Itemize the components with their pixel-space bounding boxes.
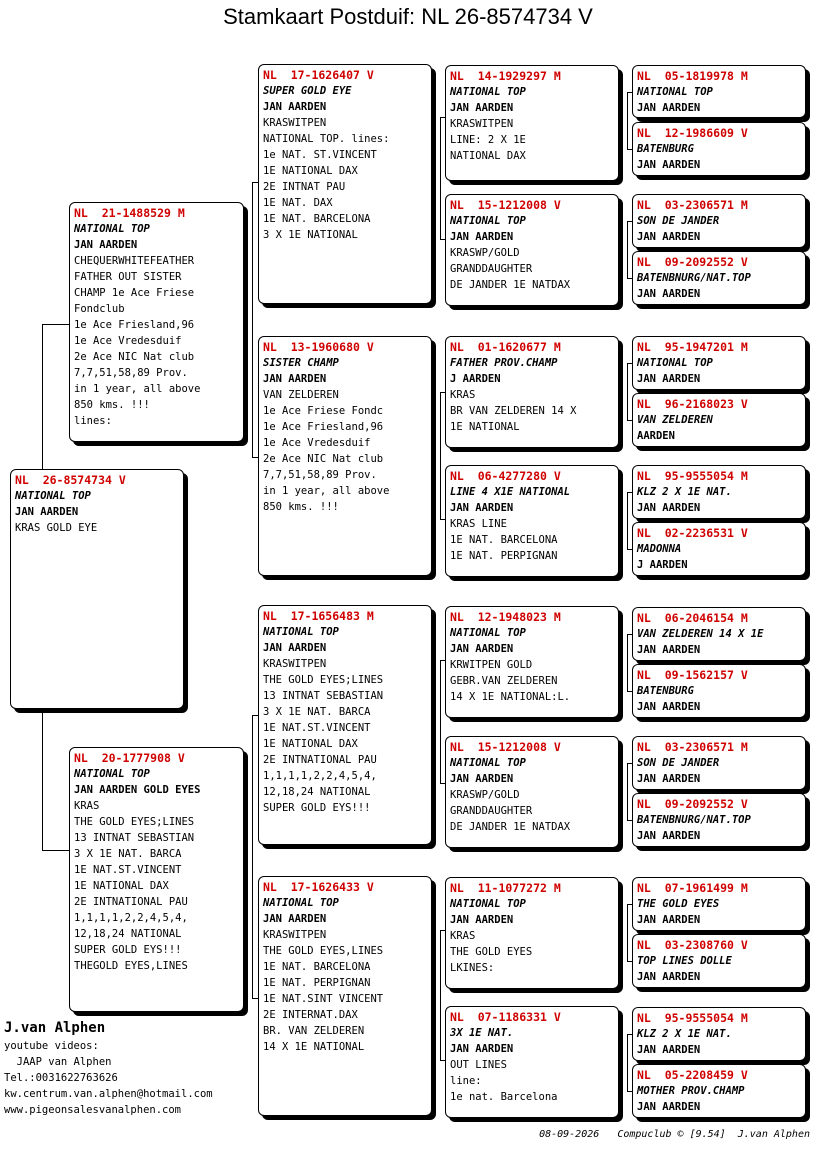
pigeon-title: KLZ 2 X 1E NAT. <box>637 1028 732 1040</box>
pigeon-detail-line: 12,18,24 NATIONAL <box>74 928 182 940</box>
pigeon-detail-line: 3 X 1E NATIONAL <box>263 229 358 241</box>
connector-line <box>627 92 628 149</box>
pigeon-detail-line: 1E NATIONAL DAX <box>263 738 358 750</box>
breeder-name: JAN AARDEN <box>637 830 701 842</box>
breeder-name: JAN AARDEN <box>637 971 701 983</box>
pigeon-detail-line: DE JANDER 1E NATDAX <box>450 821 571 833</box>
ring-number: NL 09-2092552 V <box>637 797 748 811</box>
breeder-name: JAN AARDEN <box>450 643 514 655</box>
pigeon-detail-line: 12,18,24 NATIONAL <box>263 786 371 798</box>
pigeon-detail-line: 1E NAT.ST.VINCENT <box>263 722 371 734</box>
pigeon-card-sire-sire[interactable] <box>258 64 432 304</box>
connector-line <box>627 1034 628 1091</box>
connector-line <box>627 492 628 549</box>
pigeon-detail-line: lines: <box>74 415 112 427</box>
pigeon-detail-line: LKINES: <box>450 962 495 974</box>
breeder-name: JAN AARDEN <box>263 373 327 385</box>
breeder-name: JAN AARDEN <box>637 102 701 114</box>
pigeon-card-ggp[interactable] <box>445 465 619 577</box>
pigeon-title: VAN ZELDEREN 14 X 1E <box>637 628 764 640</box>
pigeon-detail-line: GRANDDAUGHTER <box>450 263 533 275</box>
ring-number: NL 13-1960680 V <box>263 340 374 354</box>
pigeon-detail-line: 1E NATIONAL DAX <box>263 165 358 177</box>
pigeon-title: VAN ZELDEREN <box>637 414 713 426</box>
breeder-name: JAN AARDEN <box>637 502 701 514</box>
ring-number: NL 03-2308760 V <box>637 938 748 952</box>
pigeon-detail-line: THE GOLD EYES;LINES <box>74 816 195 828</box>
connector-line <box>627 363 628 420</box>
pigeon-detail-line: 1E NAT. PERPIGNAN <box>450 550 558 562</box>
pigeon-detail-line: FATHER OUT SISTER <box>74 271 182 283</box>
pigeon-detail-line: 850 kms. !!! <box>74 399 150 411</box>
pigeon-card-dam[interactable] <box>69 747 244 1012</box>
ring-number: NL 06-4277280 V <box>450 469 561 483</box>
pigeon-card-gggp[interactable] <box>632 522 806 576</box>
connector-line <box>42 712 43 850</box>
pigeon-detail-line: KRAS <box>450 930 476 942</box>
connector-line <box>252 715 253 998</box>
pigeon-detail-line: 2E INTNATIONAL PAU <box>263 754 377 766</box>
pigeon-title: BATENBURG <box>637 143 694 155</box>
connector-line <box>627 763 628 820</box>
pigeon-detail-line: VAN ZELDEREN <box>263 389 339 401</box>
ring-number: NL 07-1186331 V <box>450 1010 561 1024</box>
pigeon-card-gggp[interactable] <box>632 465 806 519</box>
pigeon-title: SON DE JANDER <box>637 215 720 227</box>
connector-line <box>440 117 441 239</box>
owner-line: JAAP van Alphen <box>4 1056 112 1068</box>
pigeon-card-gggp[interactable] <box>632 122 806 176</box>
breeder-name: AARDEN <box>637 430 675 442</box>
pigeon-card-gggp[interactable] <box>632 607 806 661</box>
pigeon-detail-line: KRASWITPEN <box>263 658 327 670</box>
breeder-name: JAN AARDEN <box>15 506 79 518</box>
pigeon-detail-line: 7,7,51,58,89 Prov. <box>74 367 188 379</box>
ring-number: NL 09-2092552 V <box>637 255 748 269</box>
pigeon-detail-line: 7,7,51,58,89 Prov. <box>263 469 377 481</box>
pigeon-detail-line: line: <box>450 1075 482 1087</box>
pigeon-detail-line: KRAS <box>74 800 100 812</box>
pigeon-card-sire-dam[interactable] <box>258 336 432 576</box>
pigeon-detail-line: KRAS <box>450 389 476 401</box>
pigeon-detail-line: 1E NAT. DAX <box>263 197 333 209</box>
pigeon-title: NATIONAL TOP <box>450 898 526 910</box>
pigeon-detail-line: 13 INTNAT SEBASTIAN <box>74 832 195 844</box>
breeder-name: JAN AARDEN <box>637 701 701 713</box>
connector-line <box>627 221 628 278</box>
breeder-name: JAN AARDEN <box>450 773 514 785</box>
breeder-name: JAN AARDEN GOLD EYES <box>74 784 201 796</box>
ring-number: NL 14-1929297 M <box>450 69 561 83</box>
pigeon-detail-line: 1e Ace Vredesduif <box>263 437 371 449</box>
connector-line <box>440 392 441 519</box>
pigeon-title: THE GOLD EYES <box>637 898 720 910</box>
pigeon-detail-line: NATIONAL TOP. lines: <box>263 133 390 145</box>
pigeon-detail-line: in 1 year, all above <box>263 485 390 497</box>
pigeon-detail-line: LINE: 2 X 1E <box>450 134 526 146</box>
pigeon-detail-line: SUPER GOLD EYS!!! <box>263 802 371 814</box>
ring-number: NL 15-1212008 V <box>450 740 561 754</box>
connector-line <box>627 634 628 691</box>
ring-number: NL 11-1077272 M <box>450 881 561 895</box>
pigeon-detail-line: THEGOLD EYES,LINES <box>74 960 188 972</box>
breeder-name: JAN AARDEN <box>637 773 701 785</box>
pigeon-card-ggp[interactable] <box>445 736 619 848</box>
pigeon-detail-line: KRAS LINE <box>450 518 507 530</box>
connector-line <box>252 182 253 457</box>
pigeon-title: SON DE JANDER <box>637 757 720 769</box>
page-title: Stamkaart Postduif: NL 26-8574734 V <box>223 4 593 29</box>
pigeon-card-gggp[interactable] <box>632 877 806 931</box>
pigeon-detail-line: GRANDDAUGHTER <box>450 805 533 817</box>
pigeon-detail-line: KRASWP/GOLD <box>450 247 520 259</box>
pigeon-card-ggp[interactable] <box>445 877 619 989</box>
pigeon-detail-line: 1e nat. Barcelona <box>450 1091 558 1103</box>
pigeon-card-ggp[interactable] <box>445 606 619 718</box>
pigeon-detail-line: Fondclub <box>74 303 125 315</box>
pigeon-detail-line: 2e Ace NIC Nat club <box>74 351 195 363</box>
pigeon-detail-line: 850 kms. !!! <box>263 501 339 513</box>
connector-line <box>42 324 69 325</box>
pigeon-title: KLZ 2 X 1E NAT. <box>637 486 732 498</box>
breeder-name: J AARDEN <box>450 373 501 385</box>
pigeon-card-gggp[interactable] <box>632 934 806 988</box>
pigeon-detail-line: 3 X 1E NAT. BARCA <box>263 706 371 718</box>
pigeon-title: BATENBURG <box>637 685 694 697</box>
ring-number: NL 95-9555054 M <box>637 1011 748 1025</box>
breeder-name: JAN AARDEN <box>637 1101 701 1113</box>
ring-number: NL 95-9555054 M <box>637 469 748 483</box>
pigeon-detail-line: 1E NATIONAL DAX <box>74 880 169 892</box>
breeder-name: JAN AARDEN <box>637 914 701 926</box>
ring-number: NL 07-1961499 M <box>637 881 748 895</box>
pigeon-detail-line: GEBR.VAN ZELDEREN <box>450 675 558 687</box>
ring-number: NL 26-8574734 V <box>15 473 126 487</box>
ring-number: NL 12-1986609 V <box>637 126 748 140</box>
pigeon-title: NATIONAL TOP <box>637 357 713 369</box>
pigeon-detail-line: SUPER GOLD EYS!!! <box>74 944 182 956</box>
pigeon-detail-line: 2E INTNATIONAL PAU <box>74 896 188 908</box>
pigeon-detail-line: KRASWITPEN <box>263 929 327 941</box>
pigeon-detail-line: KRASWITPEN <box>450 118 514 130</box>
owner-website[interactable]: www.pigeonsalesvanalphen.com <box>4 1104 182 1116</box>
pigeon-title: MADONNA <box>637 543 682 555</box>
ring-number: NL 06-2046154 M <box>637 611 748 625</box>
pigeon-detail-line: in 1 year, all above <box>74 383 201 395</box>
pigeon-title: NATIONAL TOP <box>74 768 150 780</box>
breeder-name: JAN AARDEN <box>637 1044 701 1056</box>
pigeon-card-gggp[interactable] <box>632 1007 806 1061</box>
connector-line <box>440 660 441 783</box>
pigeon-detail-line: 2E INTNAT PAU <box>263 181 346 193</box>
footer-credit: 08-09-2026 Compuclub © [9.54] J.van Alphen <box>539 1129 810 1140</box>
pigeon-title: BATENBNURG/NAT.TOP <box>637 272 751 284</box>
pigeon-detail-line: 3 X 1E NAT. BARCA <box>74 848 182 860</box>
pigeon-detail-line: 1E NAT.SINT VINCENT <box>263 993 384 1005</box>
pigeon-detail-line: 2e Ace NIC Nat club <box>263 453 384 465</box>
pigeon-detail-line: BR VAN ZELDEREN 14 X <box>450 405 577 417</box>
breeder-name: J AARDEN <box>637 559 688 571</box>
pigeon-title: NATIONAL TOP <box>450 86 526 98</box>
pigeon-card-dam-sire[interactable] <box>258 605 432 845</box>
breeder-name: JAN AARDEN <box>637 159 701 171</box>
pigeon-title: LINE 4 X1E NATIONAL <box>450 486 571 498</box>
ring-number: NL 05-2208459 V <box>637 1068 748 1082</box>
pigeon-card-gggp[interactable] <box>632 793 806 847</box>
ring-number: NL 15-1212008 V <box>450 198 561 212</box>
pigeon-card-gggp[interactable] <box>632 194 806 248</box>
pigeon-detail-line: KRASWITPEN <box>263 117 327 129</box>
ring-number: NL 17-1656483 M <box>263 609 374 623</box>
ring-number: NL 95-1947201 M <box>637 340 748 354</box>
connector-line <box>42 324 43 470</box>
breeder-name: JAN AARDEN <box>450 231 514 243</box>
pigeon-detail-line: 14 X 1E NATIONAL <box>263 1041 365 1053</box>
pigeon-detail-line: THE GOLD EYES <box>450 946 533 958</box>
pigeon-detail-line: 1,1,1,1,2,2,4,5,4, <box>74 912 188 924</box>
ring-number: NL 05-1819978 M <box>637 69 748 83</box>
pigeon-title: TOP LINES DOLLE <box>637 955 732 967</box>
pigeon-title: NATIONAL TOP <box>15 490 91 502</box>
pigeon-detail-line: 1E NAT.ST.VINCENT <box>74 864 182 876</box>
pigeon-title: NATIONAL TOP <box>637 86 713 98</box>
ring-number: NL 17-1626407 V <box>263 68 374 82</box>
breeder-name: JAN AARDEN <box>637 644 701 656</box>
pigeon-card-ggp[interactable] <box>445 194 619 306</box>
pigeon-detail-line: 13 INTNAT SEBASTIAN <box>263 690 384 702</box>
pigeon-detail-line: 1E NAT. BARCELONA <box>450 534 558 546</box>
ring-number: NL 17-1626433 V <box>263 880 374 894</box>
owner-email[interactable]: kw.centrum.van.alphen@hotmail.com <box>4 1088 213 1100</box>
pigeon-detail-line: CHEQUERWHITEFEATHER <box>74 255 195 267</box>
breeder-name: JAN AARDEN <box>263 101 327 113</box>
pigeon-detail-line: 1e Ace Friese Fondc <box>263 405 384 417</box>
pigeon-detail-line: NATIONAL DAX <box>450 150 526 162</box>
pigeon-detail-line: KRWITPEN GOLD <box>450 659 533 671</box>
pigeon-card-ggp[interactable] <box>445 65 619 181</box>
pigeon-title: NATIONAL TOP <box>450 627 526 639</box>
pigeon-detail-line: 2E INTERNAT.DAX <box>263 1009 358 1021</box>
pigeon-title: SISTER CHAMP <box>263 357 339 369</box>
ring-number: NL 21-1488529 M <box>74 206 185 220</box>
breeder-name: JAN AARDEN <box>450 502 514 514</box>
pigeon-title: NATIONAL TOP <box>263 626 339 638</box>
pigeon-card-gggp[interactable] <box>632 736 806 790</box>
connector-line <box>440 930 441 1060</box>
breeder-name: JAN AARDEN <box>263 642 327 654</box>
pigeon-card-ggp[interactable] <box>445 336 619 448</box>
pigeon-card-gggp[interactable] <box>632 393 806 447</box>
ring-number: NL 03-2306571 M <box>637 198 748 212</box>
pigeon-title: BATENBNURG/NAT.TOP <box>637 814 751 826</box>
pigeon-title: NATIONAL TOP <box>450 757 526 769</box>
pigeon-card-gggp[interactable] <box>632 65 806 118</box>
pigeon-title: SUPER GOLD EYE <box>263 85 352 97</box>
pigeon-detail-line: THE GOLD EYES;LINES <box>263 674 384 686</box>
pigeon-title: NATIONAL TOP <box>263 897 339 909</box>
pigeon-detail-line: KRASWP/GOLD <box>450 789 520 801</box>
breeder-name: JAN AARDEN <box>450 1043 514 1055</box>
pigeon-detail-line: 1E NAT. BARCELONA <box>263 213 371 225</box>
pigeon-detail-line: DE JANDER 1E NATDAX <box>450 279 571 291</box>
pigeon-card-gggp[interactable] <box>632 1064 806 1118</box>
owner-phone: Tel.:0031622763626 <box>4 1072 118 1084</box>
owner-info <box>4 1018 213 1118</box>
pigeon-title: NATIONAL TOP <box>450 215 526 227</box>
breeder-name: JAN AARDEN <box>637 288 701 300</box>
pigeon-detail-line: 14 X 1E NATIONAL:L. <box>450 691 571 703</box>
breeder-name: JAN AARDEN <box>450 914 514 926</box>
pigeon-detail-line: 1e NAT. ST.VINCENT <box>263 149 377 161</box>
pigeon-detail-line: THE GOLD EYES,LINES <box>263 945 384 957</box>
ring-number: NL 03-2306571 M <box>637 740 748 754</box>
pigeon-detail-line: OUT LINES <box>450 1059 507 1071</box>
owner-name: J.van Alphen <box>4 1020 106 1036</box>
connector-line <box>627 904 628 961</box>
pigeon-detail-line: 1,1,1,1,2,2,4,5,4, <box>263 770 377 782</box>
pigeon-card-dam-dam[interactable] <box>258 876 432 1116</box>
ring-number: NL 02-2236531 V <box>637 526 748 540</box>
ring-number: NL 01-1620677 M <box>450 340 561 354</box>
pigeon-card-gggp[interactable] <box>632 336 806 390</box>
ring-number: NL 96-2168023 V <box>637 397 748 411</box>
pigeon-detail-line: 1e Ace Friesland,96 <box>263 421 384 433</box>
pigeon-detail-line: 1E NAT. BARCELONA <box>263 961 371 973</box>
owner-line: youtube videos: <box>4 1040 99 1052</box>
pigeon-card-gggp[interactable] <box>632 664 806 718</box>
breeder-name: JAN AARDEN <box>637 373 701 385</box>
pigeon-title: MOTHER PROV.CHAMP <box>637 1085 745 1097</box>
pigeon-card-subject[interactable] <box>10 469 184 709</box>
pigeon-detail-line: 1e Ace Friesland,96 <box>74 319 195 331</box>
pigeon-title: 3X 1E NAT. <box>450 1027 514 1039</box>
breeder-name: JAN AARDEN <box>637 231 701 243</box>
breeder-name: JAN AARDEN <box>450 102 514 114</box>
breeder-name: JAN AARDEN <box>74 239 138 251</box>
pigeon-title: FATHER PROV.CHAMP <box>450 357 558 369</box>
breeder-name: JAN AARDEN <box>263 913 327 925</box>
pigeon-card-sire[interactable] <box>69 202 244 442</box>
ring-number: NL 12-1948023 M <box>450 610 561 624</box>
pigeon-card-ggp[interactable] <box>445 1006 619 1118</box>
pigeon-detail-line: 1E NAT. PERPIGNAN <box>263 977 371 989</box>
pigeon-title: NATIONAL TOP <box>74 223 150 235</box>
pigeon-detail-line: BR. VAN ZELDEREN <box>263 1025 365 1037</box>
pigeon-detail-line: CHAMP 1e Ace Friese <box>74 287 195 299</box>
ring-number: NL 20-1777908 V <box>74 751 185 765</box>
connector-line <box>42 850 69 851</box>
pigeon-card-gggp[interactable] <box>632 251 806 305</box>
pigeon-detail-line: KRAS GOLD EYE <box>15 522 98 534</box>
pigeon-detail-line: 1E NATIONAL <box>450 421 520 433</box>
pigeon-detail-line: 1e Ace Vredesduif <box>74 335 182 347</box>
ring-number: NL 09-1562157 V <box>637 668 748 682</box>
